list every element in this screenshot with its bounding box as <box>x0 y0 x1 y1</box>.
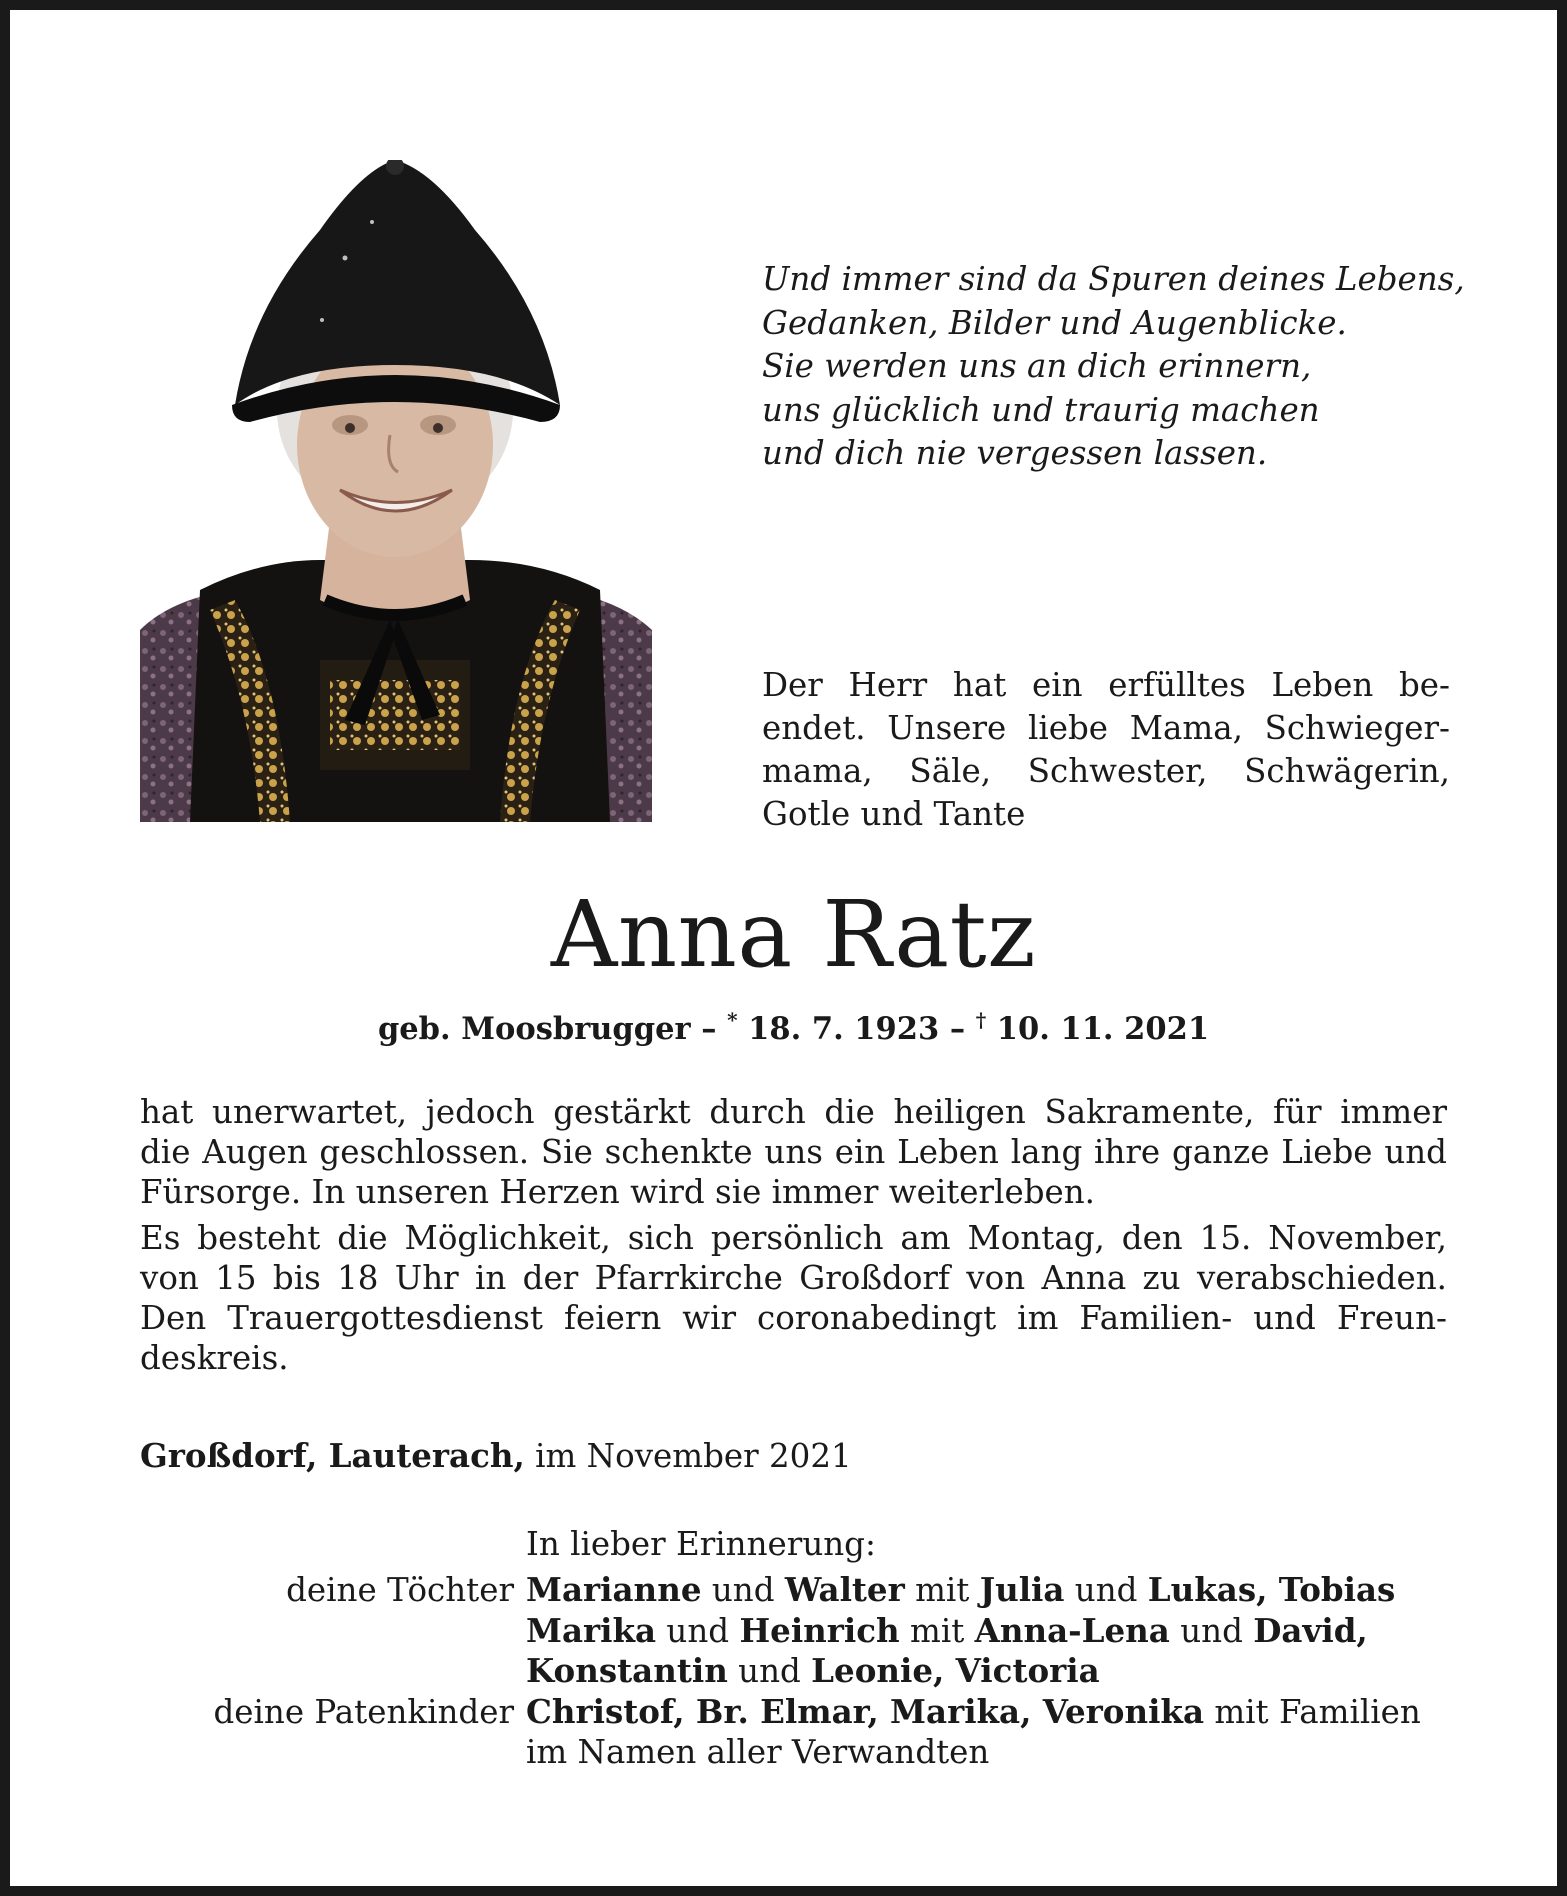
family-row <box>10 1692 1567 1733</box>
poem-line: und dich nie vergessen lassen. <box>762 434 1268 472</box>
month-year: im November 2021 <box>524 1437 852 1475</box>
body-paragraph-1 <box>140 1092 1447 1212</box>
intro-line: mama, Säle, Schwester, Schwägerin, <box>762 752 1450 790</box>
connector: und <box>656 1611 740 1650</box>
godchildren-label: deine Patenkinder <box>213 1692 514 1731</box>
family-name: Christof, Br. Elmar, Marika, Veronika <box>526 1691 1205 1731</box>
family-list <box>10 1570 1567 1773</box>
family-names <box>526 1611 1368 1652</box>
family-name: Walter <box>784 1570 905 1609</box>
intro-line: Gotle und Tante <box>762 795 1026 833</box>
family-names <box>526 1570 1395 1611</box>
poem-line: uns glücklich und traurig machen <box>762 390 1320 429</box>
family-names <box>526 1692 1421 1733</box>
poem-line: Und immer sind da Spuren deines Lebens, <box>762 260 1465 298</box>
body-line: Den Trauergottesdienst feiern wir coronabedingt im Familien- und Freun- <box>140 1299 1447 1337</box>
connector: mit <box>904 1571 980 1609</box>
connector: und <box>1064 1571 1148 1609</box>
intro-line: endet. Unsere liebe Mama, Schwieger- <box>762 709 1450 747</box>
portrait-illustration <box>140 160 652 822</box>
family-name: Julia <box>979 1570 1065 1609</box>
poem <box>762 258 1482 476</box>
body-line: deskreis. <box>140 1339 289 1377</box>
body-line: von 15 bis 18 Uhr in der Pfarrkirche Großdorf von Anna zu verabschieden. <box>140 1259 1447 1297</box>
daughters-label: deine Töchter <box>286 1571 514 1609</box>
body-line: hat unerwartet, jedoch gestärkt durch die heiligen Sakramente, für immer <box>140 1093 1447 1131</box>
family-name: Leonie, Victoria <box>811 1651 1100 1690</box>
birth-symbol: * <box>727 1008 738 1032</box>
family-name: Anna-Lena <box>974 1610 1170 1650</box>
poem-line: Sie werden uns an dich erinnern, <box>762 347 1312 385</box>
intro-text <box>762 664 1450 836</box>
deceased-name: Anna Ratz <box>550 881 1037 988</box>
separator: – <box>690 1011 728 1047</box>
poem-line: Gedanken, Bilder und Augenblicke. <box>762 303 1347 342</box>
family-name: David, <box>1253 1610 1368 1650</box>
connector: und <box>1169 1611 1254 1650</box>
connector: mit <box>899 1611 975 1650</box>
death-date: 10. 11. 2021 <box>986 1011 1210 1047</box>
family-names <box>526 1651 1100 1692</box>
place-and-date <box>140 1434 852 1478</box>
connector: mit Familien <box>1204 1692 1421 1731</box>
family-row <box>10 1732 1567 1773</box>
family-name: Marianne <box>526 1570 702 1609</box>
connector: und <box>727 1652 812 1690</box>
family-name: Heinrich <box>739 1610 900 1650</box>
family-row <box>10 1651 1567 1692</box>
death-symbol: † <box>975 1008 987 1032</box>
family-name: Lukas, Tobias <box>1147 1570 1396 1609</box>
family-name: Marika <box>526 1610 657 1650</box>
body-line: die Augen geschlossen. Sie schenkte uns ein Leben lang ihre ganze Liebe und <box>140 1133 1447 1171</box>
birth-death-dates <box>10 1006 1567 1052</box>
body-paragraph-2 <box>140 1218 1447 1378</box>
connector: und <box>701 1571 785 1609</box>
place-names: Großdorf, Lauterach, <box>140 1436 525 1475</box>
birth-date: 18. 7. 1923 <box>737 1011 940 1047</box>
body-line: Es besteht die Möglichkeit, sich persönlich am Montag, den 15. November, <box>140 1219 1447 1257</box>
relatives-line: im Namen aller Verwandten <box>526 1733 990 1771</box>
in-memory-heading: In lieber Erinnerung: <box>526 1525 876 1563</box>
portrait-photo <box>140 160 652 822</box>
body-line: Fürsorge. In unseren Herzen wird sie immer weiterleben. <box>140 1173 1095 1211</box>
intro-line: Der Herr hat ein erfülltes Leben be- <box>762 666 1450 704</box>
maiden-name: geb. Moosbrugger <box>377 1011 691 1047</box>
separator: – <box>939 1011 976 1047</box>
family-row <box>10 1611 1567 1652</box>
family-name: Konstantin <box>526 1651 728 1690</box>
family-row <box>10 1570 1567 1611</box>
